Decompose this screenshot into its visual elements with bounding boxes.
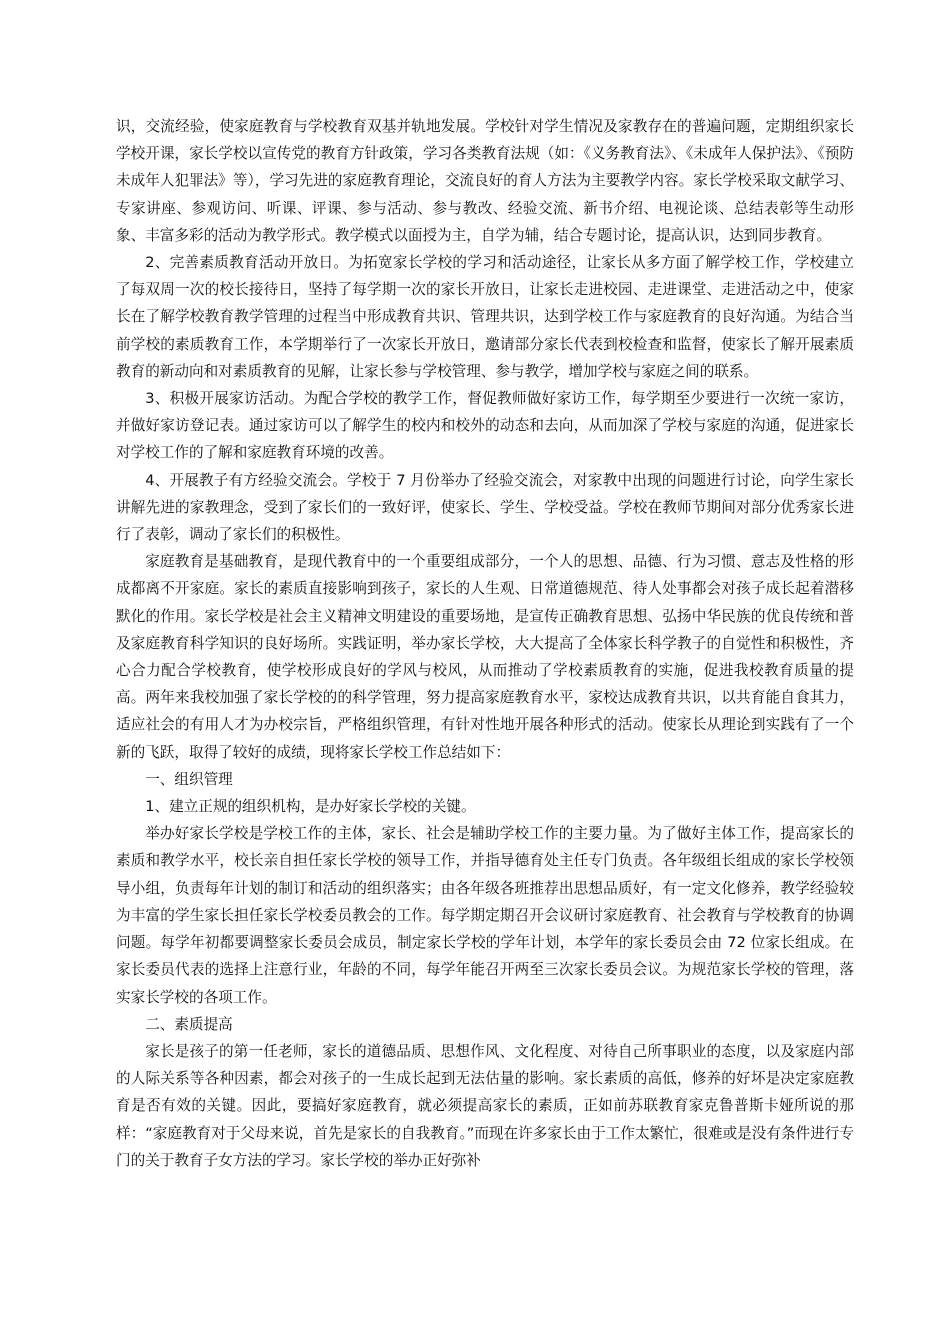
document-page — [116, 113, 854, 1174]
paragraph-2: 2、完善素质教育活动开放日。为拓宽家长学校的学习和活动途径，让家长从多方面了解学校工作，学校建立了每双周一次的校长接待日，坚持了每学期一次的家长开放日，让家长走进校园、走进课堂、走进活动之中，使家长在了解学校教育教学管理的过程当中形成教育共识、管理共识，达到学校工作与家庭教育的良好沟通。为结合当前学校的素质教育工作，本学期举行了一次家长开放日，邀请部分家长代表到校检查和监督，使家长了解开展素质教育的新动向和对素质教育的见解，让家长参与学校管理、参与教学，增加学校与家庭之间的联系。 — [116, 254, 854, 380]
section-heading-quality: 二、素质提高 — [145, 1015, 233, 1033]
paragraph-4: 4、开展教子有方经验交流会。学校于 7 月份举办了经验交流会，对家教中出现的问题进行讨论，向学生家长讲解先进的家教理念，受到了家长们的一致好评，使家长、学生、学校受益。学校在教师节期间对部分优秀家长进行了表彰，调动了家长们的积极性。 — [116, 471, 854, 544]
subheading-organization-1: 1、建立正规的组织机构，是办好家长学校的关键。 — [145, 798, 476, 816]
paragraph-6: 举办好家长学校是学校工作的主体，家长、社会是辅助学校工作的主要力量。为了做好主体工作，提高家长的素质和教学水平，校长亲自担任家长学校的领导工作，并指导德育处主任专门负责。各年级组长组成的家长学校领导小组，负责每年计划的制订和活动的组织落实；由各年级各班推荐出思想品质好，有一定文化修养，教学经验较为丰富的学生家长担任家长学校委员教会的工作。每学期定期召开会议研讨家庭教育、社会教育与学校教育的协调问题。每学年初都要调整家长委员会成员，制定家长学校的学年计划，本学年的家长委员会由 72 位家长组成。在家长委员代表的选择上注意行业，年龄的不同，每学年能召开两至三次家长委员会议。为规范家长学校的管理，落实家长学校的各项工作。 — [116, 825, 854, 1006]
paragraph-5: 家庭教育是基础教育，是现代教育中的一个重要组成部分，一个人的思想、品德、行为习惯、意志及性格的形成都离不开家庭。家长的素质直接影响到孩子，家长的人生观、日常道德规范、待人处事都会对孩子成长起着潜移默化的作用。家长学校是社会主义精神文明建设的重要场地，是宣传正确教育思想、弘扬中华民族的优良传统和普及家庭教育科学知识的良好场所。实践证明，举办家长学校，大大提高了全体家长科学教子的自觉性和积极性，齐心合力配合学校教育，使学校形成良好的学风与校风，从而推动了学校素质教育的实施，促进我校教育质量的提高。两年来我校加强了家长学校的的科学管理，努力提高家庭教育水平，家校达成教育共识，以共育能自食其力，适应社会的有用人才为办校宗旨，严格组织管理，有针对性地开展各种形式的活动。使家长从理论到实践有了一个新的飞跃，取得了较好的成绩，现将家长学校工作总结如下： — [116, 553, 854, 761]
paragraph-7: 家长是孩子的第一任老师，家长的道德品质、思想作风、文化程度、对待自己所事职业的态度，以及家庭内部的人际关系等各种因素，都会对孩子的一生成长起到无法估量的影响。家长素质的高低，修养的好坏是决定家庭教育是否有效的关键。因此，要搞好家庭教育，就必须提高家长的素质，正如前苏联教育家克鲁普斯卡娅所说的那样：“家庭教育对于父母来说，首先是家长的自我教育。”而现在许多家长由于工作太繁忙，很难或是没有条件进行专门的关于教育子女方法的学习。家长学校的举办正好弥补 — [116, 1042, 854, 1169]
section-heading-organization: 一、组织管理 — [145, 770, 233, 788]
paragraph-1: 识，交流经验，使家庭教育与学校教育双基并轨地发展。学校针对学生情况及家教存在的普遍问题，定期组织家长学校开课，家长学校以宣传党的教育方针政策，学习各类教育法规（如：《义务教育法》、《未成年人保护法》、《预防未成年人犯罪法》等），学习先进的家庭教育理论，交流良好的育人方法为主要教学内容。家长学校采取文献学习、专家讲座、参观访问、听课、评课、参与活动、参与教改、经验交流、新书介绍、电视论谈、总结表彰等生动形象、丰富多彩的活动为教学形式。教学模式以面授为主，自学为辅，结合专题讨论，提高认识，达到同步教育。 — [116, 118, 854, 244]
paragraph-3: 3、积极开展家访活动。为配合学校的教学工作，督促教师做好家访工作，每学期至少要进行一次统一家访，并做好家访登记表。通过家访可以了解学生的校内和校外的动态和去向，从而加深了学校与家庭的沟通，促进家长对学校工作的了解和家庭教育环境的改善。 — [116, 390, 854, 462]
